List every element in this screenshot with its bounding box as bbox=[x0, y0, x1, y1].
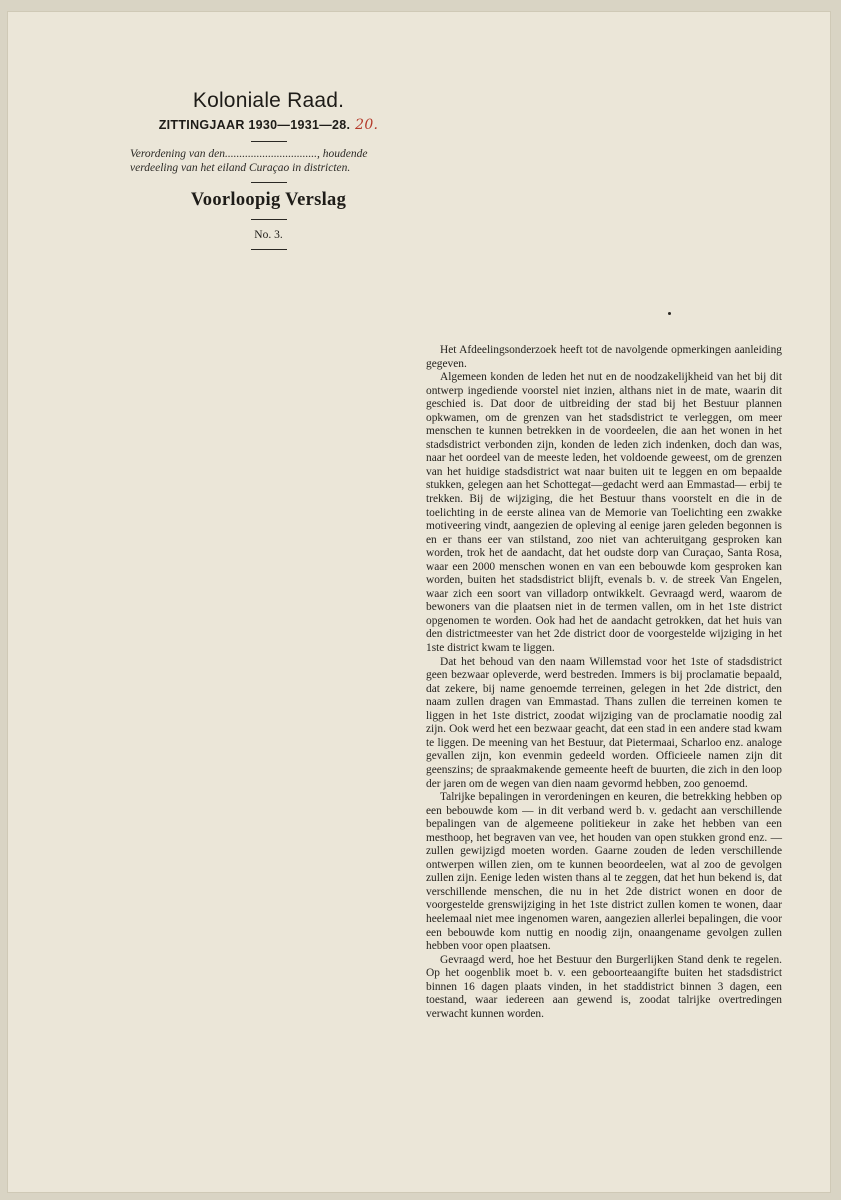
document-page bbox=[8, 12, 830, 1192]
ink-dot bbox=[668, 312, 671, 315]
divider bbox=[251, 182, 287, 183]
paragraph: Algemeen konden de leden het nut en de noodzakelijkheid van het bij dit ontwerp ingediende voorstel niet inzien, althans niet in de mate, waarin dit geschied is. Dat door de uitbreiding der stad bij het Bestuur plannen opkwamen, om de grenzen van het stadsdistrict te verleggen, om meer menschen te kunnen betrekken in de voordeelen, die aan het wonen in het stadsdistrict verbonden zijn, konden de leden zich indenken, doch dan was, naar het oordeel van de meeste leden, het voldoende geweest, om de grenzen van het huidige stadsdistrict wat naar buiten uit te leggen en om bepaalde stukken, gelegen aan het Schottegat—gedacht werd aan Emmastad— erbij te trekken. Bij de wijziging, die het Bestuur thans voorstelt en die in de toelichting in de eerste alinea van de Memorie van Toelichting een zwakke motiveering vindt, aangezien de opleving al eenige jaren geleden begonnen is en er thans eer van stilstand, zoo niet van achteruitgang gesproken kan worden, trok het de aandacht, dat het oudste dorp van Curaçao, Santa Rosa, waar een 2000 menschen wonen en van een bebouwde kom gesproken kan worden, buiten het stadsdistrict blijft, evenals b. v. de streek Van Engelen, waar zich een soort van villadorp ontwikkelt. Gevraagd werd, waarom de bewoners van die plaatsen niet in de termen vallen, om in het 1ste district opgenomen te worden. Ook had het de aandacht getrokken, dat het huis van den districtmeester van het 2de district door de voorgestelde wijziging in het 1ste district kwam te liggen. bbox=[426, 371, 782, 655]
paragraph: Gevraagd werd, hoe het Bestuur den Burgerlijken Stand denk te regelen. Op het oogenblik moet b. v. een geboorteaangifte buiten het stadsdistrict binnen 16 dagen plaats vinden, in het staddistrict binnen 3 dagen, een toestand, waar iedereen aan gewend is, zoodat talrijke overtredingen verwacht kunnen worden. bbox=[426, 953, 782, 1020]
divider bbox=[251, 219, 287, 220]
ordinance-subject: Verordening van den................................, houdende verdeeling van het eiland Curaçao in districten. bbox=[130, 148, 368, 174]
session-year bbox=[126, 116, 411, 134]
divider bbox=[251, 249, 287, 250]
document-header bbox=[126, 88, 411, 255]
report-title: Voorloopig Verslag bbox=[190, 190, 347, 210]
report-body bbox=[426, 344, 782, 1021]
paragraph: Het Afdeelingsonderzoek heeft tot de navolgende opmerkingen aanleiding gegeven. bbox=[426, 344, 782, 370]
handwritten-annotation: 20. bbox=[355, 117, 379, 133]
session-year-struck: 28. bbox=[332, 118, 351, 132]
divider bbox=[251, 141, 287, 142]
report-number: No. 3. bbox=[254, 229, 283, 241]
council-name: Koloniale Raad. bbox=[192, 89, 345, 112]
paragraph: Talrijke bepalingen in verordeningen en keuren, die betrekking hebben op een bebouwde kom — in dit verband werd b. v. gedacht aan verschillende bepalingen van de algemeene politiekeur in zake het hebben van een mesthoop, het begraven van vee, het houden van open stukken grond enz. — zullen gewijzigd moeten worden. Gaarne zouden de leden verschillende ontwerpen willen zien, om te kunnen beoordeelen, wat al zoo de gevolgen zullen zijn. Eenige leden wisten thans al te zeggen, dat het hun bekend is, dat verschillende menschen, die nu in het 2de district wonen en door de voorgestelde grenswijziging in het 1ste district zullen komen te wonen, daar heelemaal niet mee ingenomen waren, aangezien allerlei bepalingen, die voor een bebouwde kom nuttig en noodig zijn, onaangename gevolgen zullen hebben voor open plaatsen. bbox=[426, 791, 782, 953]
paragraph: Dat het behoud van den naam Willemstad voor het 1ste of stadsdistrict geen bezwaar opleverde, werd bestreden. Immers is bij proclamatie bepaald, dat zekere, bij name genoemde terreinen, gelegen in het 2de district, den naam zullen dragen van Emmastad. Thans zullen die terreinen komen te liggen in het 1ste district, zoodat wijziging van de proclamatie noodig zal zijn. Ook werd het een bezwaar geacht, dat een stad in een andere stad kwam te liggen. De meening van het Bestuur, dat Pietermaai, Scharloo enz. analoge gevallen zijn, kon evenmin gedeeld worden. Officieele namen zijn dit geenszins; de spraakmakende gemeente heeft de buurten, die zich in den loop der jaren om de wegen van dien naam gevormd hebben, zoo genoemd. bbox=[426, 655, 782, 790]
session-year-text: ZITTINGJAAR 1930—1931— bbox=[158, 118, 333, 132]
